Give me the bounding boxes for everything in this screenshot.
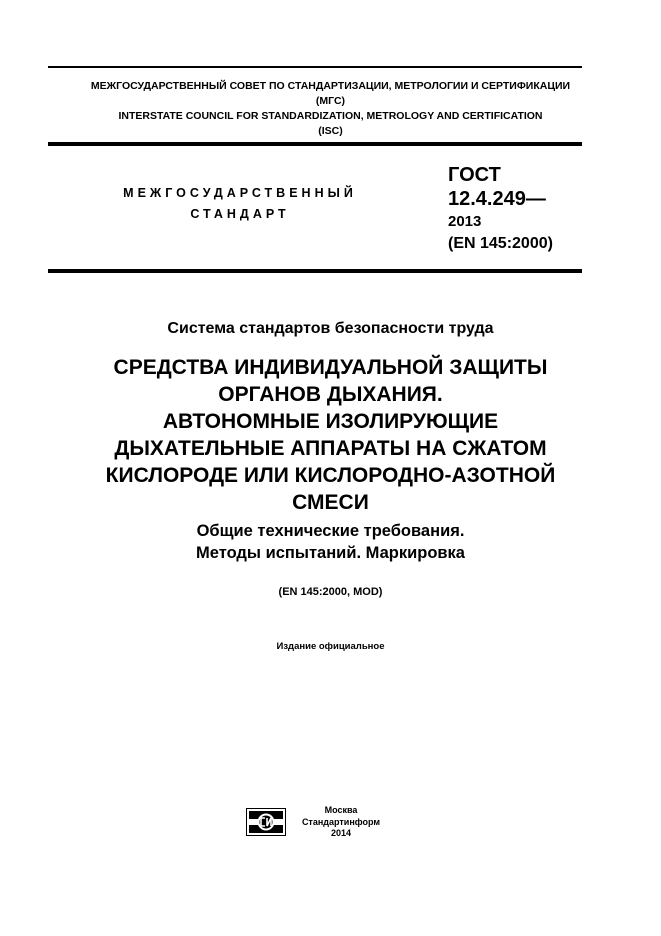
main-title-line: АВТОНОМНЫЕ ИЗОЛИРУЮЩИЕ — [162, 410, 499, 433]
modification-note: (EN 145:2000, MOD) — [278, 586, 383, 598]
council-ru-line: МЕЖГОСУДАРСТВЕННЫЙ СОВЕТ ПО СТАНДАРТИЗАЦИИ, МЕТРОЛОГИИ И СЕРТИФИКАЦИИ — [90, 80, 571, 92]
publisher-year: 2014 — [330, 828, 352, 838]
publisher-info — [296, 805, 386, 840]
gost-year: 2013 — [448, 213, 482, 230]
main-title-line: ДЫХАТЕЛЬНЫЕ АППАРАТЫ НА СЖАТОМ — [114, 437, 547, 460]
subtitle-line: Методы испытаний. Маркировка — [196, 544, 465, 562]
council-en-abbr: (ISC) — [318, 125, 343, 137]
gost-designation — [448, 163, 553, 255]
main-title-line: КИСЛОРОДЕ ИЛИ КИСЛОРОДНО-АЗОТНОЙ — [105, 464, 556, 487]
main-title — [0, 354, 661, 516]
gost-number: 12.4.249— — [448, 188, 546, 210]
main-title-line: СМЕСИ — [292, 491, 369, 514]
header-rule — [48, 142, 582, 146]
interstate-line2: СТАНДАРТ — [190, 207, 290, 221]
subtitle-line: Общие технические требования. — [196, 522, 465, 540]
council-ru-abbr: (МГС) — [315, 95, 346, 107]
edition-note: Издание официальное — [276, 641, 385, 652]
subtitle — [0, 520, 661, 564]
interstate-standard-label — [100, 183, 380, 225]
designation-rule — [48, 269, 582, 273]
publisher-name: Стандартинформ — [301, 816, 381, 827]
publisher-logo — [246, 808, 286, 836]
publisher-city: Москва — [324, 805, 358, 815]
council-en-line: INTERSTATE COUNCIL FOR STANDARDIZATION, METROLOGY AND CERTIFICATION — [118, 110, 543, 122]
series-title: Система стандартов безопасности труда — [167, 320, 494, 337]
main-title-line: ОРГАНОВ ДЫХАНИЯ. — [218, 383, 443, 406]
interstate-line1: МЕЖГОСУДАРСТВЕННЫЙ — [123, 186, 357, 200]
en-reference: (EN 145:2000) — [448, 235, 553, 252]
main-title-line: СРЕДСТВА ИНДИВИДУАЛЬНОЙ ЗАЩИТЫ — [113, 356, 548, 379]
top-rule — [48, 66, 582, 68]
council-header — [0, 79, 661, 139]
gost-label: ГОСТ — [448, 164, 501, 186]
standartinform-logo-icon — [246, 808, 286, 836]
